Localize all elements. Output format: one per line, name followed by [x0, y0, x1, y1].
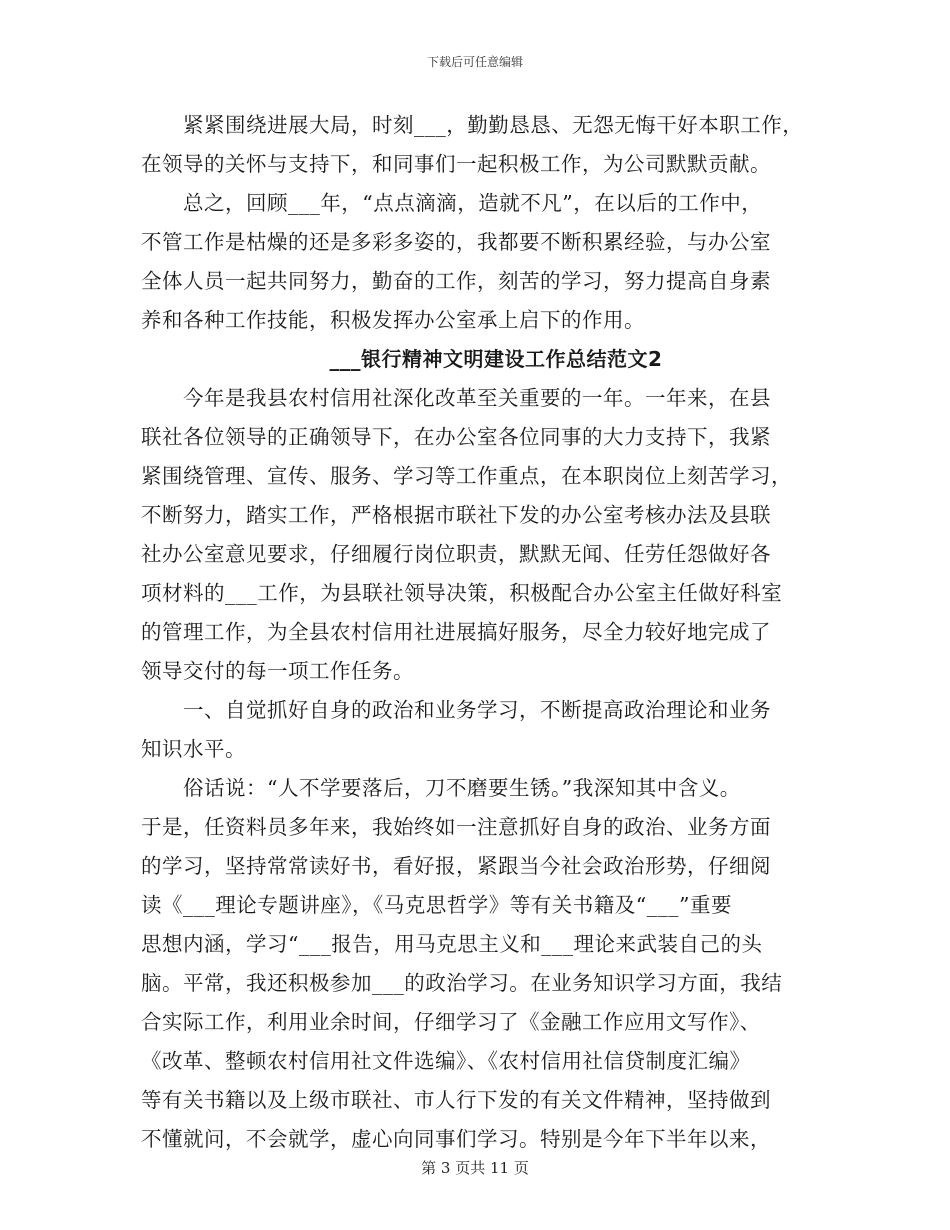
page-header: 下载后可任意编辑 [426, 55, 523, 69]
text-line: 脑。平常，我还积极参加___的政治学习。在业务知识学习方面，我结 [141, 971, 783, 995]
text-line: 不断努力，踏实工作，严格根据市联社下发的办公室考核办法及县联 [141, 503, 771, 527]
text-line: 的管理工作，为全县农村信用社进展搞好服务，尽全力较好地完成了 [141, 620, 771, 644]
text-line: 紧紧围绕进展大局，时刻___，勤勤恳恳、无怨无悔干好本职工作， [183, 113, 804, 137]
text-line: 合实际工作，利用业余时间，仔细学习了《金融工作应用文写作》、 [141, 1010, 761, 1034]
text-line: 养和各种工作技能，积极发挥办公室承上启下的作用。 [141, 308, 645, 332]
text-line: 今年是我县农村信用社深化改革至关重要的一年。一年来，在县 [183, 386, 771, 410]
text-line: 社办公室意见要求，仔细履行岗位职责，默默无闻、任劳任怨做好各 [141, 542, 771, 566]
text-line: 的学习，坚持常常读好书，看好报，紧跟当今社会政治形势，仔细阅 [141, 854, 771, 878]
text-line: 俗话说：“人不学要落后，刀不磨要生锈。”我深知其中含义。 [183, 776, 741, 800]
text-line: 一、自觉抓好自身的政治和业务学习，不断提高政治理论和业务 [183, 698, 771, 722]
text-line: 在领导的关怀与支持下，和同事们一起积极工作，为公司默默贡献。 [141, 152, 771, 176]
text-line: 项材料的___工作，为县联社领导决策，积极配合办公室主任做好科室 [141, 581, 783, 605]
text-line: 领导交付的每一项工作任务。 [141, 659, 414, 683]
text-line: 联社各位领导的正确领导下，在办公室各位同事的大力支持下，我紧 [141, 425, 771, 449]
text-line: 紧围绕管理、宣传、服务、学习等工作重点，在本职岗位上刻苦学习， [141, 464, 792, 488]
text-line: 总之，回顾___年，“点点滴滴，造就不凡”，在以后的工作中， [183, 191, 763, 215]
text-line: 等有关书籍以及上级市联社、市人行下发的有关文件精神，坚持做到 [141, 1088, 771, 1112]
text-line: 全体人员一起共同努力，勤奋的工作，刻苦的学习，努力提高自身素 [141, 269, 771, 293]
text-line: 知识水平。 [141, 737, 246, 761]
text-line: 不管工作是枯燥的还是多彩多姿的，我都要不断积累经验，与办公室 [141, 230, 771, 254]
text-line: 《改革、整顿农村信用社文件选编》、《农村信用社信贷制度汇编》 [141, 1049, 751, 1073]
text-line: 于是，任资料员多年来，我始终如一注意抓好自身的政治、业务方面 [141, 815, 771, 839]
section-title: ___银行精神文明建设工作总结范文2 [329, 347, 663, 371]
text-line: 不懂就问，不会就学，虚心向同事们学习。特别是今年下半年以来， [141, 1127, 771, 1151]
document-body [141, 106, 821, 1159]
page-footer: 第 3 页共 11 页 [421, 1159, 529, 1177]
text-line: 思想内涵，学习“___报告，用马克思主义和___理论来武装自己的头 [141, 932, 763, 956]
text-line: 读《___理论专题讲座》，《马克思哲学》等有关书籍及“___”重要 [141, 893, 732, 917]
